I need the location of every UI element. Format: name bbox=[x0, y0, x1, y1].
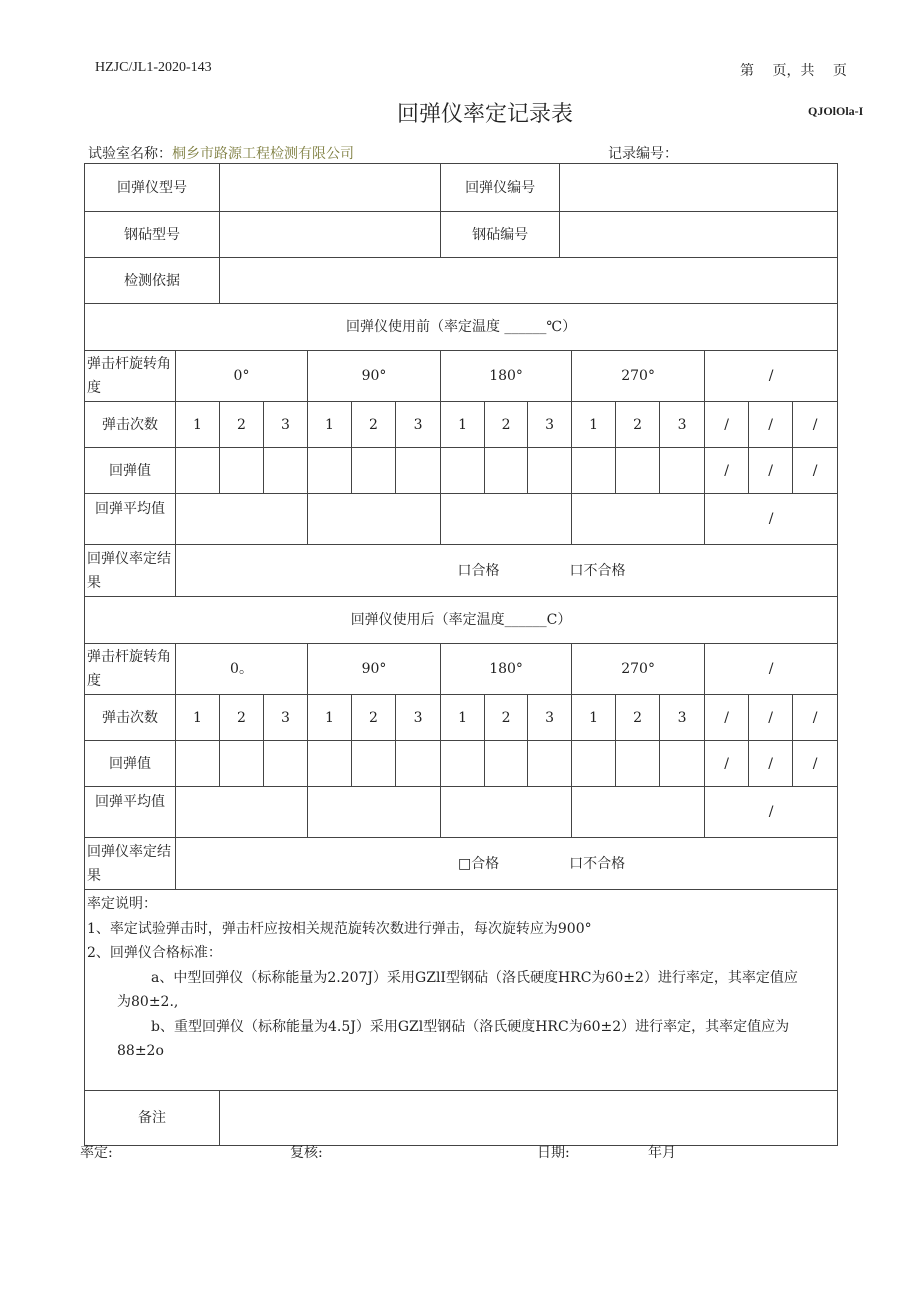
value-cell[interactable] bbox=[528, 448, 572, 494]
count-cell: 3 bbox=[660, 695, 705, 741]
value-cell-na: / bbox=[793, 741, 838, 787]
value-cell[interactable] bbox=[352, 741, 396, 787]
value-cell[interactable] bbox=[528, 741, 572, 787]
lab-name-line bbox=[88, 143, 354, 163]
count-cell: 2 bbox=[616, 402, 660, 448]
result-options bbox=[176, 545, 838, 597]
count-cell: 3 bbox=[264, 695, 308, 741]
lab-name: 桐乡市路源工程检测有限公司 bbox=[172, 146, 354, 162]
note-b-cont: 88±2o bbox=[117, 1043, 164, 1059]
note-a: a、中型回弹仪（标称能量为2.207J）采用GZlI型钢砧（洛氏硬度HRC为60±2）进行率定，其率定值应 bbox=[151, 969, 798, 986]
count-cell: 3 bbox=[396, 402, 441, 448]
value-cell[interactable] bbox=[176, 741, 220, 787]
count-cell: / bbox=[793, 402, 838, 448]
value-cell[interactable] bbox=[616, 741, 660, 787]
note-2: 2、回弹仪合格标准： bbox=[87, 945, 222, 961]
angle-270: 270° bbox=[572, 351, 705, 402]
value-cell[interactable] bbox=[220, 448, 264, 494]
count-cell: 3 bbox=[660, 402, 705, 448]
count-cell: 2 bbox=[352, 402, 396, 448]
count-cell: / bbox=[749, 402, 793, 448]
value-cell[interactable] bbox=[176, 448, 220, 494]
value-cell[interactable] bbox=[485, 448, 528, 494]
angle-0: 0° bbox=[176, 351, 308, 402]
count-cell: 2 bbox=[220, 402, 264, 448]
count-cell: 2 bbox=[485, 695, 528, 741]
value-cell[interactable] bbox=[264, 741, 308, 787]
remark-field[interactable] bbox=[220, 1091, 838, 1146]
angle-label: 弹击杆旋转角度 bbox=[85, 351, 176, 402]
count-cell: 1 bbox=[572, 402, 616, 448]
count-cell: / bbox=[749, 695, 793, 741]
count-cell: 1 bbox=[176, 695, 220, 741]
avg-cell[interactable] bbox=[441, 787, 572, 838]
count-cell: 2 bbox=[616, 695, 660, 741]
value-cell-na: / bbox=[705, 741, 749, 787]
avg-label: 回弹平均值 bbox=[85, 494, 176, 545]
avg-cell[interactable] bbox=[176, 787, 308, 838]
count-cell: 1 bbox=[441, 695, 485, 741]
anvil-model-field[interactable] bbox=[220, 212, 441, 258]
value-cell[interactable] bbox=[441, 741, 485, 787]
remark-label: 备注 bbox=[85, 1091, 220, 1146]
value-cell-na: / bbox=[749, 448, 793, 494]
count-cell: 2 bbox=[352, 695, 396, 741]
avg-label: 回弹平均值 bbox=[85, 787, 176, 838]
count-cell: 1 bbox=[441, 402, 485, 448]
value-cell-na: / bbox=[705, 448, 749, 494]
notes-heading: 率定说明： bbox=[87, 896, 157, 912]
count-cell: 1 bbox=[308, 695, 352, 741]
angle-0: 0。 bbox=[176, 644, 308, 695]
count-cell: 2 bbox=[220, 695, 264, 741]
avg-cell[interactable] bbox=[572, 787, 705, 838]
count-cell: / bbox=[793, 695, 838, 741]
value-cell-na: / bbox=[793, 448, 838, 494]
pass-checkbox[interactable]: 口合格 bbox=[457, 562, 500, 579]
value-cell[interactable] bbox=[308, 448, 352, 494]
anvil-serial-label: 钢砧编号 bbox=[441, 212, 560, 258]
page-count: 第 页，共 页 bbox=[740, 63, 847, 79]
value-cell[interactable] bbox=[660, 741, 705, 787]
fail-checkbox[interactable]: 口不合格 bbox=[569, 562, 626, 579]
angle-na: / bbox=[705, 351, 838, 402]
value-cell[interactable] bbox=[660, 448, 705, 494]
angle-90: 90° bbox=[308, 644, 441, 695]
value-cell[interactable] bbox=[396, 448, 441, 494]
avg-cell[interactable] bbox=[308, 494, 441, 545]
calibrate-sign: 率定: bbox=[80, 1145, 113, 1161]
value-label: 回弹值 bbox=[85, 448, 176, 494]
year-month: 年月 bbox=[648, 1145, 676, 1161]
value-cell[interactable] bbox=[396, 741, 441, 787]
model-label: 回弹仪型号 bbox=[85, 164, 220, 212]
doc-code: HZJC/JL1-2020-143 bbox=[95, 60, 212, 75]
avg-cell-na: / bbox=[705, 787, 838, 838]
count-cell: 3 bbox=[264, 402, 308, 448]
angle-na: / bbox=[705, 644, 838, 695]
value-cell[interactable] bbox=[352, 448, 396, 494]
value-cell[interactable] bbox=[220, 741, 264, 787]
avg-cell[interactable] bbox=[572, 494, 705, 545]
value-cell[interactable] bbox=[485, 741, 528, 787]
value-cell[interactable] bbox=[308, 741, 352, 787]
fail-checkbox[interactable]: 口不合格 bbox=[569, 855, 626, 872]
avg-cell-na: / bbox=[705, 494, 838, 545]
lab-label: 试验室名称： bbox=[88, 146, 172, 162]
serial-label: 回弹仪编号 bbox=[441, 164, 560, 212]
count-label: 弹击次数 bbox=[85, 402, 176, 448]
review-sign: 复核: bbox=[290, 1145, 323, 1161]
count-cell: 3 bbox=[528, 402, 572, 448]
note-a-cont: 为80±2., bbox=[117, 994, 179, 1010]
serial-field[interactable] bbox=[560, 164, 838, 212]
angle-label: 弹击杆旋转角度 bbox=[85, 644, 176, 695]
count-cell: 3 bbox=[396, 695, 441, 741]
record-no-label: 记录编号： bbox=[608, 146, 678, 162]
count-cell: 2 bbox=[485, 402, 528, 448]
value-cell[interactable] bbox=[616, 448, 660, 494]
value-cell[interactable] bbox=[572, 448, 616, 494]
anvil-serial-field[interactable] bbox=[560, 212, 838, 258]
basis-field[interactable] bbox=[220, 258, 838, 304]
value-cell[interactable] bbox=[264, 448, 308, 494]
result-label: 回弹仪率定结果 bbox=[85, 545, 176, 597]
form-number: QJOlOla-I bbox=[808, 104, 864, 118]
count-label: 弹击次数 bbox=[85, 695, 176, 741]
count-cell: 1 bbox=[308, 402, 352, 448]
count-cell: / bbox=[705, 402, 749, 448]
angle-180: 180° bbox=[441, 644, 572, 695]
pass-checkbox[interactable]: □合格 bbox=[457, 855, 500, 872]
note-b: b、重型回弹仪（标称能量为4.5J）采用GZl型钢砧（洛氏硬度HRC为60±2）进行率定，其率定值应为 bbox=[151, 1018, 790, 1035]
section-title: 回弹仪使用前（率定温度 ______℃） bbox=[85, 304, 838, 351]
date-label: 日期: bbox=[537, 1145, 570, 1161]
avg-cell[interactable] bbox=[308, 787, 441, 838]
angle-90: 90° bbox=[308, 351, 441, 402]
calibration-table bbox=[84, 163, 838, 1146]
avg-cell[interactable] bbox=[441, 494, 572, 545]
angle-270: 270° bbox=[572, 644, 705, 695]
page-title: 回弹仪率定记录表 bbox=[396, 102, 573, 127]
count-cell: 1 bbox=[176, 402, 220, 448]
basis-label: 检测依据 bbox=[85, 258, 220, 304]
anvil-model-label: 钢砧型号 bbox=[85, 212, 220, 258]
calibration-notes bbox=[85, 890, 838, 1091]
result-label: 回弹仪率定结果 bbox=[85, 838, 176, 890]
angle-180: 180° bbox=[441, 351, 572, 402]
section-title: 回弹仪使用后（率定温度______C） bbox=[85, 597, 838, 644]
value-cell[interactable] bbox=[572, 741, 616, 787]
value-label: 回弹值 bbox=[85, 741, 176, 787]
count-cell: / bbox=[705, 695, 749, 741]
avg-cell[interactable] bbox=[176, 494, 308, 545]
value-cell[interactable] bbox=[441, 448, 485, 494]
model-field[interactable] bbox=[220, 164, 441, 212]
result-options bbox=[176, 838, 838, 890]
value-cell-na: / bbox=[749, 741, 793, 787]
note-1: 1、率定试验弹击时，弹击杆应按相关规范旋转次数进行弹击，每次旋转应为900° bbox=[87, 920, 592, 937]
count-cell: 1 bbox=[572, 695, 616, 741]
count-cell: 3 bbox=[528, 695, 572, 741]
